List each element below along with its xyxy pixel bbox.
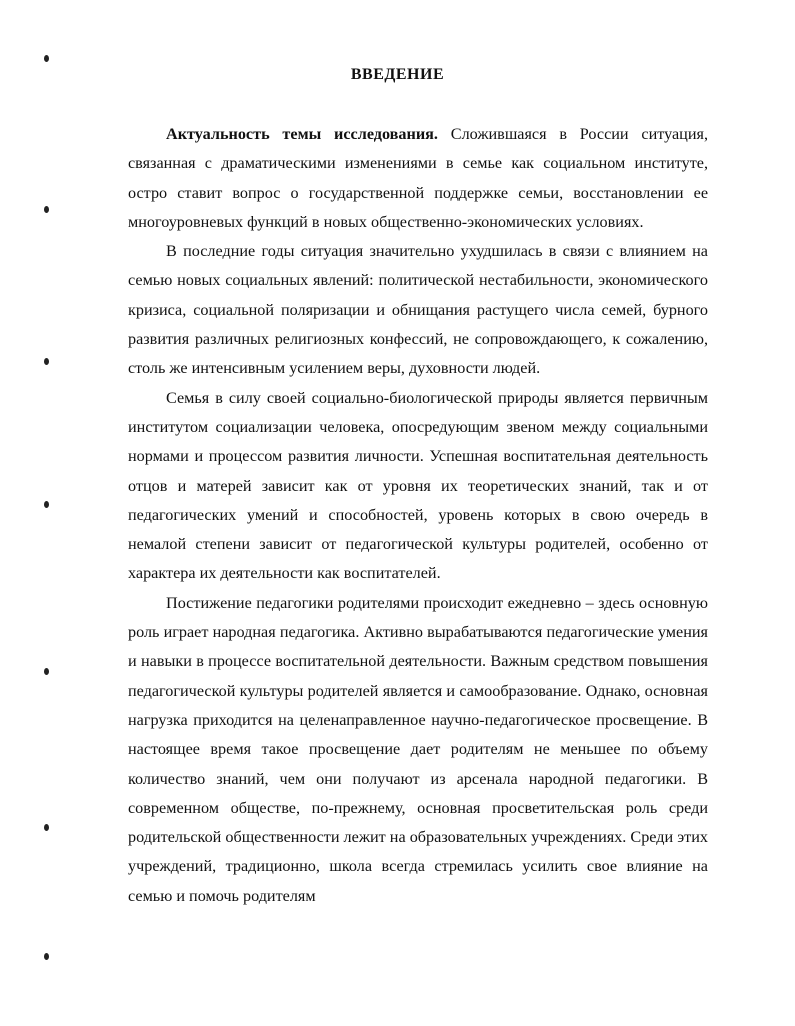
binding-hole-mark bbox=[44, 668, 49, 675]
paragraph-parent-pedagogy: Постижение педагогики родителями происходит ежедневно – здесь основную роль играет народная педагогика. Активно вырабатываются педагогические умения и навыки в процессе воспитательной деятельности. Важным средством повышения педагогической культуры родителей является и самообразование. Однако, основная нагрузка приходится на целенаправленное научно-педагогическое просвещение. В настоящее время такое просвещение дает родителям не меньшее по объему количество знаний, чем они получают из арсенала народной педагогики. В современном обществе, по-прежнему, основная просветительская роль среди родительской общественности лежит на образовательных учреждениях. Среди этих учреждений, традиционно, школа всегда стремилась усилить свое влияние на семью и помочь родителям bbox=[128, 593, 708, 905]
binding-hole-mark bbox=[44, 501, 49, 508]
binding-hole-mark bbox=[44, 55, 49, 62]
document-body bbox=[128, 120, 708, 911]
page-title: ВВЕДЕНИЕ bbox=[350, 66, 445, 83]
binding-hole-mark bbox=[44, 206, 49, 213]
paragraph-relevance bbox=[128, 120, 708, 237]
paragraph-lead: Актуальность темы исследования. bbox=[166, 125, 438, 143]
paragraph-text: Сложившаяся в России ситуация, связанная с драматическими изменениями в семье как социальном институте, остро ставит вопрос о государственной поддержке семьи, восстановлении ее многоуровневых функций в новых общественно-экономических условиях. bbox=[128, 125, 708, 231]
binding-hole-mark bbox=[44, 824, 49, 831]
paragraph-recent-years: В последние годы ситуация значительно ухудшилась в связи с влиянием на семью новых социальных явлений: политической нестабильности, экономического кризиса, социальной поляризации и обнищания растущего числа семей, бурного развития различных религиозных конфессий, не сопровождающего, к сожалению, столь же интенсивным усилением веры, духовности людей. bbox=[128, 242, 708, 378]
paragraph-family-nature: Семья в силу своей социально-биологической природы является первичным институтом социализации человека, опосредующим звеном между социальными нормами и процессом развития личности. Успешная воспитательная деятельность отцов и матерей зависит как от уровня их теоретических знаний, так и от педагогических умений и способностей, уровень которых в свою очередь в немалой степени зависит от педагогической культуры родителей, особенно от характера их деятельности как воспитателей. bbox=[128, 388, 708, 583]
binding-hole-mark bbox=[44, 358, 49, 365]
binding-hole-mark bbox=[44, 953, 49, 960]
